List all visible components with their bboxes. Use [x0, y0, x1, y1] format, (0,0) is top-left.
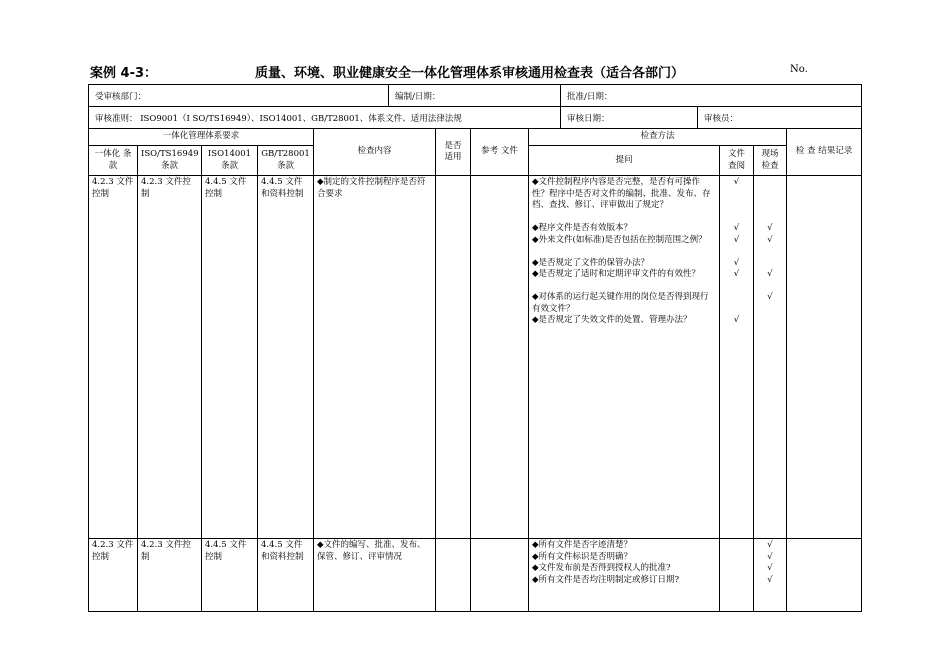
check-mark [723, 540, 750, 552]
check-mark [757, 258, 783, 270]
doc-review-cell [720, 176, 754, 539]
table-row [89, 539, 862, 612]
table-row [89, 176, 862, 539]
applicable-header: 是否 适用 [436, 129, 471, 176]
check-mark [723, 292, 750, 315]
question-header: 提问 [529, 146, 720, 176]
approver-field: 批准/日期： [561, 85, 862, 107]
question-item: ◆是否规定了文件的保管办法？ [532, 257, 650, 268]
check-mark: √ [767, 223, 773, 233]
gb-clause: 4.4.5 文件和资料控制 [258, 539, 314, 612]
ts-clause: 4.2.3 文件控制 [138, 539, 202, 612]
check-mark [757, 315, 783, 338]
question-item: ◆所有文件是否均注明制定或修订日期? [532, 574, 680, 585]
reference-header: 参考 文件 [471, 129, 529, 176]
checklist-table [88, 128, 862, 612]
result-header: 检 查 结果记录 [787, 129, 862, 176]
result-cell [787, 176, 862, 539]
check-mark: √ [767, 540, 773, 550]
site-check-cell [754, 176, 787, 539]
check-mark: √ [733, 177, 740, 187]
check-mark: √ [767, 574, 773, 585]
question-item: ◆是否规定了适时和定期评审文件的有效性？ [532, 269, 701, 279]
question-item: ◆所有文件是否字迹清楚？ [532, 540, 633, 550]
info-table [88, 84, 862, 129]
check-mark [757, 177, 783, 223]
integrated-clause-header: 一体化 条款 [89, 146, 138, 176]
site-check-header: 现场 检查 [754, 146, 787, 176]
check-mark [723, 563, 750, 575]
applicable-cell [436, 539, 471, 612]
reference-cell [471, 176, 529, 539]
number-label: No. [790, 64, 808, 75]
case-label: 案例 4-3： [90, 66, 158, 81]
check-mark: √ [733, 257, 740, 268]
question-item: ◆文件发布前是否得到授权人的批准? [532, 563, 671, 573]
dept-field: 受审核部门： [89, 85, 389, 107]
check-mark: √ [767, 551, 773, 562]
ts-clause: 4.2.3 文件控制 [138, 176, 202, 539]
check-mark: √ [767, 269, 773, 279]
check-content: ◆制定的文件控制程序是否符合要求 [314, 176, 436, 539]
doc-review-header: 文件 查阅 [720, 146, 754, 176]
question-item: ◆外来文件(如标准)是否包括在控制范围之例？ [532, 234, 707, 245]
question-cell [529, 539, 720, 612]
check-mark [723, 575, 750, 587]
gb-clause-header: GB/T28001 条款 [258, 146, 314, 176]
title-row [0, 62, 950, 82]
doc-review-cell [720, 539, 754, 612]
check-mark: √ [767, 563, 773, 573]
audit-date-field: 审核日期： [561, 107, 698, 129]
editor-field: 编制/日期： [389, 85, 561, 107]
check-content: ◆文件的编写、批准、发布、保管、修订、评审情况 [314, 539, 436, 612]
ts-clause-header: ISO/TS16949 条款 [138, 146, 202, 176]
gb-clause: 4.4.5 文件和资料控制 [258, 176, 314, 539]
check-mark: √ [767, 234, 773, 245]
content-header: 检查内容 [314, 129, 436, 176]
check-mark: √ [733, 223, 740, 233]
integrated-clause: 4.2.3 文件控制 [89, 539, 138, 612]
check-mark: √ [767, 292, 773, 302]
question-item: ◆程序文件是否有效版本？ [532, 223, 633, 233]
check-mark [723, 552, 750, 564]
check-mark: √ [733, 234, 740, 245]
criteria-field: 审核准则： ISO9001（I SO/TS16949）、ISO14001、GB/T28001、体系文件、适用法律法规 [89, 107, 561, 129]
question-cell [529, 176, 720, 539]
question-item: ◆是否规定了失效文件的处置、管理办法？ [532, 315, 692, 325]
result-cell [787, 539, 862, 612]
reference-cell [471, 539, 529, 612]
iso14001-clause-header: ISO14001 条款 [202, 146, 258, 176]
requirements-group-header: 一体化管理体系要求 [89, 129, 314, 146]
site-check-cell [754, 539, 787, 612]
method-header: 检查方法 [529, 129, 787, 146]
iso14001-clause: 4.4.5 文件控制 [202, 176, 258, 539]
check-mark: √ [733, 315, 740, 325]
integrated-clause: 4.2.3 文件控制 [89, 176, 138, 539]
check-mark: √ [733, 269, 740, 279]
iso14001-clause: 4.4.5 文件控制 [202, 539, 258, 612]
applicable-cell [436, 176, 471, 539]
auditor-field: 审核员： [698, 107, 862, 129]
question-item: ◆文件控制程序内容是否完整，是否有可操作性？程序中是否对文件的编制、批准、发布、存档、查找、修订、评审做出了规定？ [532, 177, 711, 210]
page-title: 质量、环境、职业健康安全一体化管理体系审核通用检查表（适合各部门） [255, 66, 685, 81]
question-item: ◆所有文件标识是否明确？ [532, 551, 633, 562]
question-item: ◆对体系的运行起关键作用的岗位是否得到现行有效文件？ [532, 292, 709, 314]
